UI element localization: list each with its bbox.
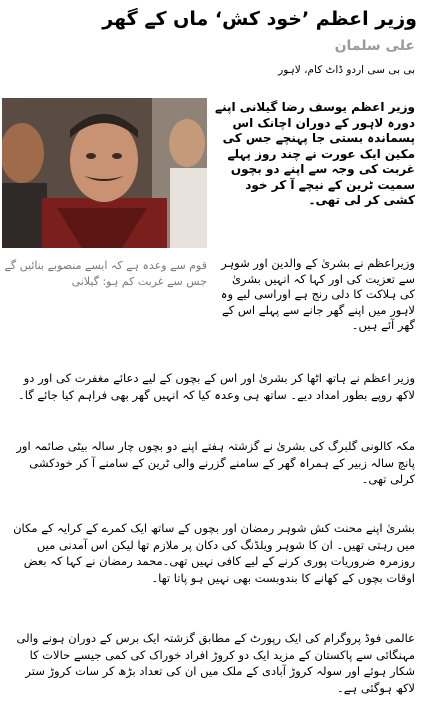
article-paragraph: مکہ کالونی گلبرگ کی بشریٰ نے گزشتہ ہفتے اپنے دو بچوں چار سالہ بیٹی صائمہ اور پانچ سالہ زبیر کے ہمراہ گھر کے سامنے گزرنے والی ٹرین کے سامنے آ کر خودکشی کرلی تھی۔: [16, 439, 415, 486]
article-paragraph: عالمی فوڈ پروگرام کی ایک رپورٹ کے مطابق گزشتہ ایک برس کے دوران ہونے والی مہنگائی سے پاکستان کے مزید ایک دو کروڑ افراد خوراک کی کمی جیسے حالات کا شکار ہوئے اور سولہ کروڑ آبادی کے ملک میں ان کی تعداد بڑھ کر سات کروڑ ستر لاکھ ہوگئی ہے۔: [16, 631, 415, 695]
photo-caption: قوم سے وعدہ ہے کہ ایسے منصوبے بنائیں گے جس سے غربت کم ہو: گیلانی: [4, 259, 207, 288]
article-photo: [2, 98, 207, 248]
photo-illustration: [2, 98, 207, 248]
article-paragraph: بشریٰ اپنے محنت کش شوہر رمضان اور بچوں کے ساتھ ایک کمرے کے کرایہ کے مکان میں رہتی تھیں۔ ان کا شوہر ویلڈنگ کی دکان پر ملازم تھا لیکن اس آمدنی میں روزمرہ ضروریات پوری کرنے کے لیے کافی نہیں تھی۔محمد رمضان نے کہا کہ بعض اوقات بچوں کے کھانے کا بندوبست بھی نہیں ہو پاتا تھا۔: [13, 521, 415, 585]
byline-author: علی سلمان: [334, 38, 415, 54]
article-lead: وزیر اعظم یوسف رضا گیلانی اپنے دورہ لاہور کے دوران اچانک اس پسماندہ بستی جا پہنچے جس کی مکین ایک عورت نے چند روز پہلے غربت کی وجہ سے اپنے دو بچوں سمیت ٹرین کے نیچے آ کر خود کشی کر لی تھی۔: [215, 100, 415, 207]
article-headline: وزیر اعظم ’خود کش‘ ماں کے گھر: [102, 8, 417, 30]
article-paragraph: وزیراعظم نے بشریٰ کے والدین اور شوہر سے تعزیت کی اور کہا کہ انہیں بشریٰ کی ہلاکت کا دلی رنج ہے اوراسی لیے وہ لاہور میں اپنے گھر جانے سے پہلے اس کے گھر آئے ہیں۔: [220, 256, 415, 332]
article-paragraph: وزیر اعظم نے ہاتھ اٹھا کر بشریٰ اور اس کے بچوں کے لیے دعائے مغفرت کی اور دو لاکھ روپے بطور امداد دیے۔ ساتھ ہی وعدہ کیا کہ انہیں گھر بھی فراہم کیا جائے گا۔: [18, 371, 415, 402]
byline-location: بی بی سی اردو ڈاٹ کام، لاہور: [278, 64, 415, 76]
